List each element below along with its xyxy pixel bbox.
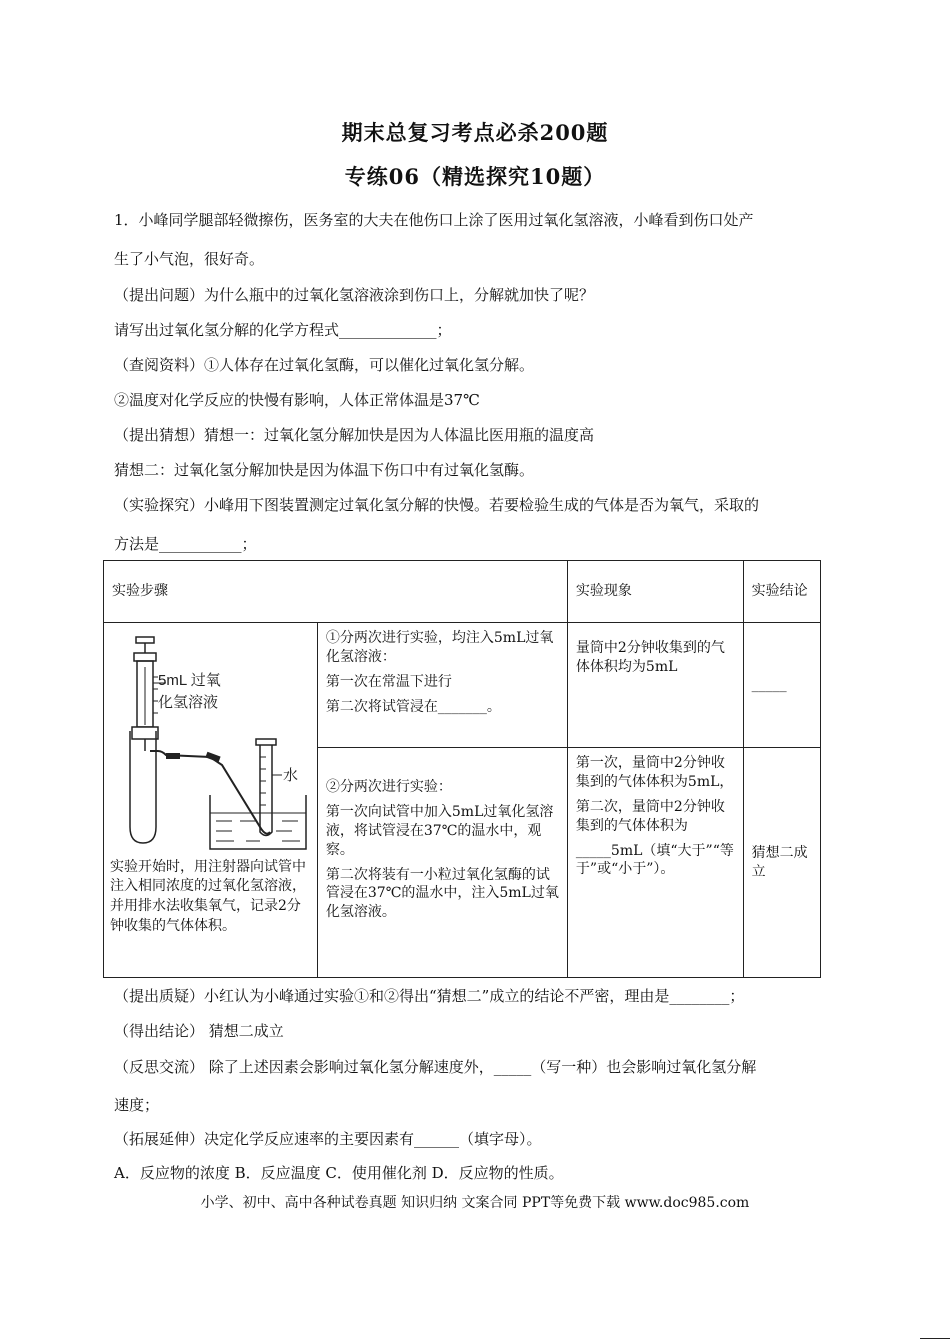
question-line: 速度；: [114, 1096, 160, 1114]
question-line: （提出质疑）小红认为小峰通过实验①和②得出“猜想二”成立的结论不严密，理由是________；: [114, 987, 745, 1005]
footer-text: 小学、初中、高中各种试卷真题 知识归纳 文案合同 PPT等免费下载 www.doc985.com: [200, 1195, 750, 1211]
apparatus-caption: 实验开始时，用注射器向试管中注入相同浓度的过氧化氢溶液，并用排水法收集氧气，记录2分钟收集的气体体积。: [110, 858, 306, 934]
question-line: 1．小峰同学腿部轻微擦伤，医务室的大夫在他伤口上涂了医用过氧化氢溶液，小峰看到伤口处产: [114, 211, 754, 229]
phenomenon-text: _____5mL（填“大于”“等于”或“小于”）。: [575, 842, 734, 878]
question-line: A．反应物的浓度 B．反应温度 C．使用催化剂 D．反应物的性质。: [114, 1164, 564, 1182]
page-title: 期末总复习考点必杀200题: [341, 120, 609, 145]
header-conclusion: 实验结论: [743, 561, 820, 623]
experiment-table: [103, 560, 821, 978]
apparatus-cell: [104, 623, 318, 978]
row1-conclusion: _____: [743, 623, 820, 748]
phenomenon-text: 第二次，量筒中2分钟收集到的气体体积为: [575, 798, 725, 834]
question-line: ②温度对化学反应的快慢有影响，人体正常体温是37℃: [114, 391, 480, 409]
row2-steps: [317, 748, 567, 978]
question-line: （实验探究）小峰用下图装置测定过氧化氢分解的快慢。若要检验生成的气体是否为氧气，采取的: [114, 496, 760, 514]
step-text: 第二次将装有一小粒过氧化氢酶的试管浸在37℃的温水中，注入5mL过氧化氢溶液。: [325, 866, 559, 921]
question-line: （提出问题）为什么瓶中的过氧化氢溶液涂到伤口上，分解就加快了呢？: [114, 286, 595, 304]
question-line: （拓展延伸）决定化学反应速率的主要因素有______（填字母）。: [114, 1130, 542, 1148]
question-line: 猜想二：过氧化氢分解加快是因为体温下伤口中有过氧化氢酶。: [114, 461, 535, 479]
syringe-label-1: 5mL 过氧: [158, 672, 221, 689]
row1-phenomenon: 量筒中2分钟收集到的气体体积均为5mL: [567, 623, 743, 748]
row1-steps: [317, 623, 567, 748]
question-line: （得出结论） 猜想二成立: [114, 1022, 284, 1040]
step-text: ①分两次进行实验，均注入5mL过氧化氢溶液：: [325, 630, 554, 665]
header-phenomenon: 实验现象: [567, 561, 743, 623]
question-line: （反思交流） 除了上述因素会影响过氧化氢分解速度外，_____（写一种）也会影响过氧化氢分解: [114, 1058, 757, 1076]
water-label: 水: [283, 767, 299, 784]
step-text: ②分两次进行实验：: [325, 779, 452, 795]
step-text: 第二次将试管浸在_______。: [325, 698, 501, 715]
apparatus-diagram: [110, 627, 310, 852]
question-line: 请写出过氧化氢分解的化学方程式_____________；: [114, 321, 452, 339]
question-line: （提出猜想）猜想一：过氧化氢分解加快是因为人体温比医用瓶的温度高: [114, 426, 595, 444]
syringe-label-2: 化氢溶液: [158, 694, 219, 711]
row2-conclusion: 猜想二成立: [743, 748, 820, 978]
header-steps: 实验步骤: [104, 561, 568, 623]
divider: [920, 1338, 950, 1339]
step-text: 第一次向试管中加入5mL过氧化氢溶液，将试管浸在37℃的温水中，观察。: [325, 803, 554, 858]
question-line: 生了小气泡，很好奇。: [114, 250, 265, 268]
question-line: （查阅资料）①人体存在过氧化氢酶，可以催化过氧化氢分解。: [114, 356, 535, 374]
question-line: 方法是___________；: [114, 535, 257, 553]
phenomenon-text: 第一次，量筒中2分钟收集到的气体体积为5mL，: [575, 755, 734, 790]
step-text: 第一次在常温下进行: [325, 673, 452, 690]
page-subtitle: 专练06（精选探究10题）: [344, 164, 606, 189]
row2-phenomenon: [567, 748, 743, 978]
